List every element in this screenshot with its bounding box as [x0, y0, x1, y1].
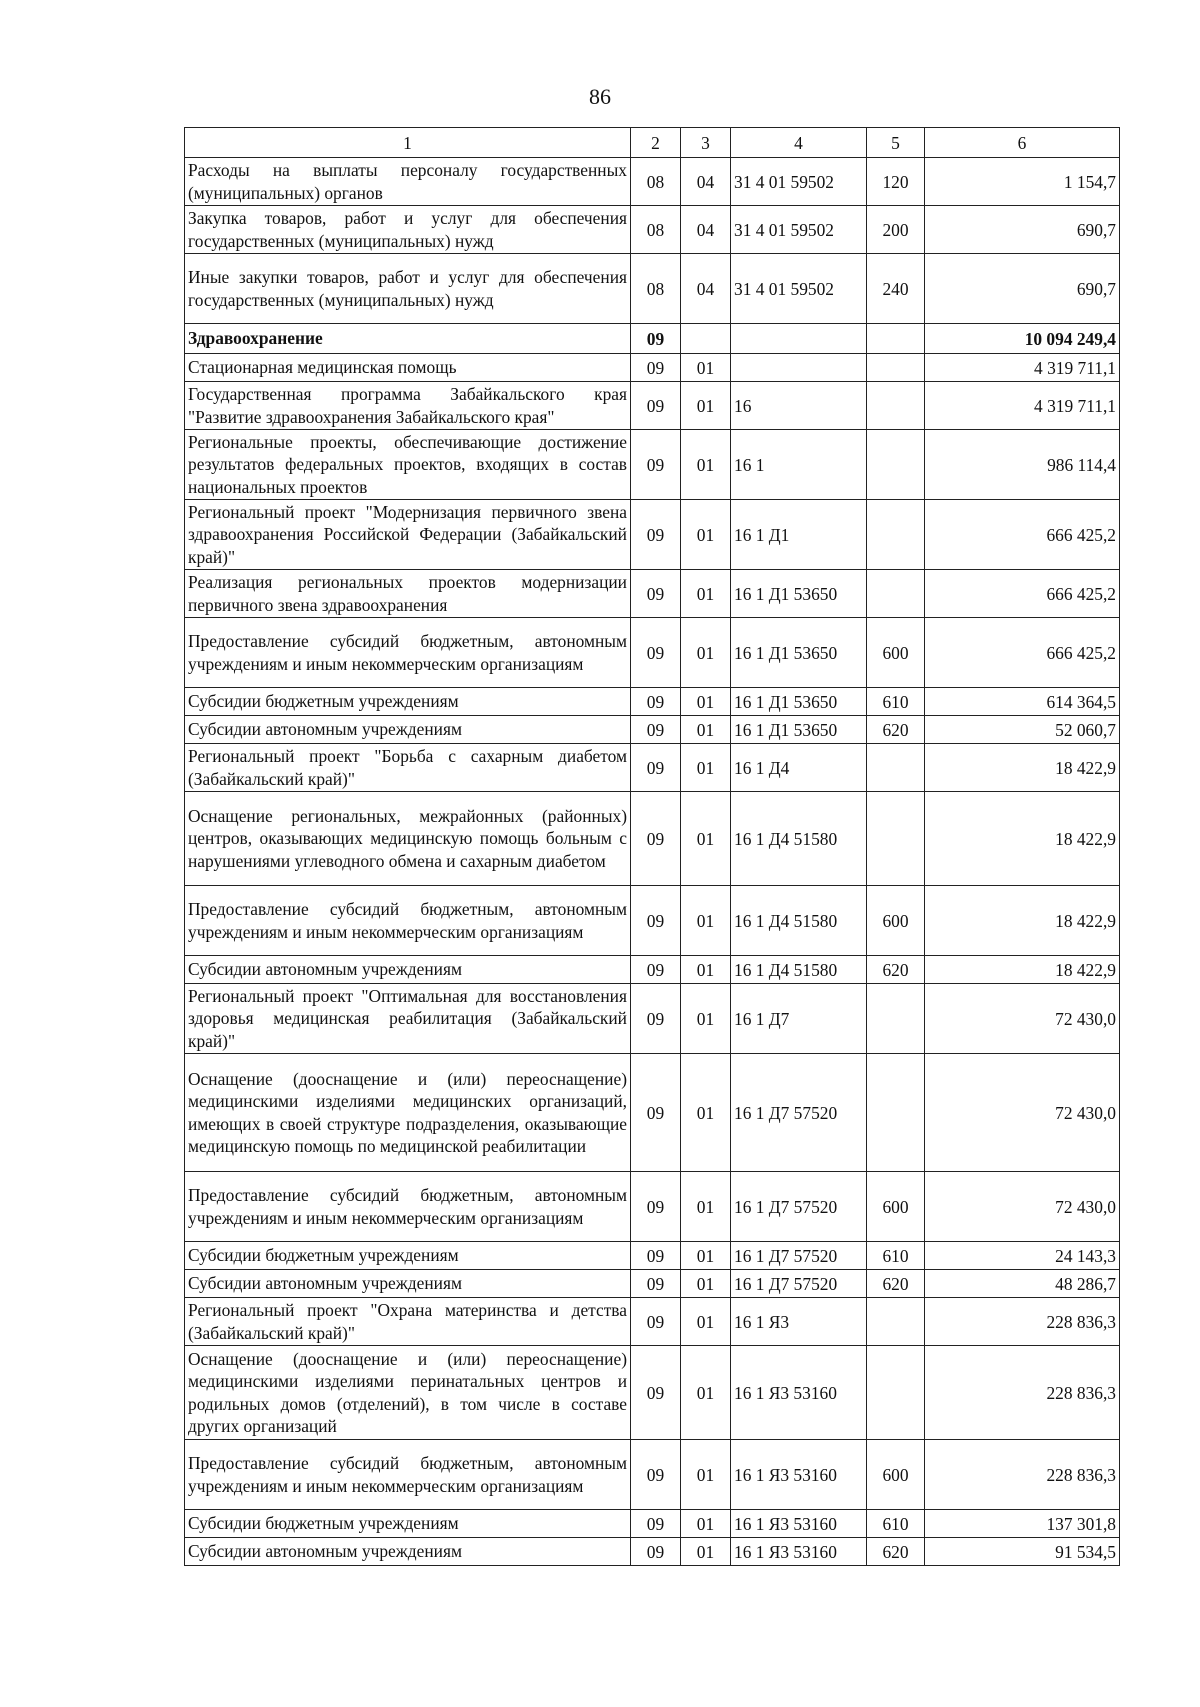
row-section-cell: 09 — [631, 1298, 681, 1346]
row-subsection-cell: 01 — [681, 956, 731, 984]
table-row — [185, 1440, 1120, 1510]
row-target-article-cell: 16 1 Д1 — [731, 500, 867, 570]
row-name-cell: Предоставление субсидий бюджетным, автономным учреждениям и иным некоммерческим организациям — [185, 1172, 631, 1242]
row-section-cell: 09 — [631, 984, 681, 1054]
header-col-4: 4 — [731, 128, 867, 158]
table-row — [185, 158, 1120, 206]
row-name-cell: Субсидии бюджетным учреждениям — [185, 688, 631, 716]
row-target-article-cell — [731, 324, 867, 354]
row-amount-cell: 18 422,9 — [925, 886, 1120, 956]
row-expense-type-cell: 620 — [867, 1270, 925, 1298]
row-amount-cell: 228 836,3 — [925, 1440, 1120, 1510]
row-name-cell: Иные закупки товаров, работ и услуг для обеспечения государственных (муниципальных) нужд — [185, 254, 631, 324]
table-row — [185, 1298, 1120, 1346]
row-subsection-cell: 01 — [681, 716, 731, 744]
row-target-article-cell: 16 1 Д1 53650 — [731, 618, 867, 688]
row-name-cell: Предоставление субсидий бюджетным, автономным учреждениям и иным некоммерческим организациям — [185, 618, 631, 688]
row-amount-cell: 4 319 711,1 — [925, 382, 1120, 430]
row-subsection-cell: 04 — [681, 158, 731, 206]
row-section-cell: 09 — [631, 716, 681, 744]
row-target-article-cell: 16 1 Д4 — [731, 744, 867, 792]
row-subsection-cell: 01 — [681, 1270, 731, 1298]
row-section-cell: 08 — [631, 206, 681, 254]
table-row — [185, 1172, 1120, 1242]
row-subsection-cell: 01 — [681, 1242, 731, 1270]
table-row — [185, 570, 1120, 618]
row-subsection-cell: 01 — [681, 792, 731, 886]
row-amount-cell: 666 425,2 — [925, 570, 1120, 618]
row-amount-cell: 4 319 711,1 — [925, 354, 1120, 382]
row-name-cell: Реализация региональных проектов модернизации первичного звена здравоохранения — [185, 570, 631, 618]
row-amount-cell: 666 425,2 — [925, 618, 1120, 688]
row-section-cell: 08 — [631, 158, 681, 206]
row-amount-cell: 52 060,7 — [925, 716, 1120, 744]
row-target-article-cell: 31 4 01 59502 — [731, 254, 867, 324]
table-row — [185, 792, 1120, 886]
table-row — [185, 1510, 1120, 1538]
row-target-article-cell: 31 4 01 59502 — [731, 206, 867, 254]
row-target-article-cell: 16 1 Д1 53650 — [731, 716, 867, 744]
row-subsection-cell: 01 — [681, 1054, 731, 1172]
row-expense-type-cell: 610 — [867, 1510, 925, 1538]
row-expense-type-cell: 610 — [867, 1242, 925, 1270]
header-col-6: 6 — [925, 128, 1120, 158]
row-section-cell: 09 — [631, 1172, 681, 1242]
header-col-1: 1 — [185, 128, 631, 158]
row-amount-cell: 614 364,5 — [925, 688, 1120, 716]
header-col-5: 5 — [867, 128, 925, 158]
table-row — [185, 354, 1120, 382]
row-name-cell: Субсидии бюджетным учреждениям — [185, 1510, 631, 1538]
row-name-cell: Оснащение (дооснащение и (или) переоснащение) медицинскими изделиями медицинских организаций, имеющих в своей структуре подразделения, оказывающие медицинскую помощь по медицинской реабилитации — [185, 1054, 631, 1172]
row-subsection-cell: 01 — [681, 984, 731, 1054]
row-subsection-cell — [681, 324, 731, 354]
row-target-article-cell — [731, 354, 867, 382]
row-amount-cell: 91 534,5 — [925, 1538, 1120, 1566]
row-expense-type-cell: 600 — [867, 618, 925, 688]
row-target-article-cell: 16 1 Д7 57520 — [731, 1172, 867, 1242]
row-expense-type-cell: 600 — [867, 1440, 925, 1510]
row-expense-type-cell — [867, 382, 925, 430]
row-amount-cell: 72 430,0 — [925, 1054, 1120, 1172]
row-section-cell: 09 — [631, 744, 681, 792]
row-target-article-cell: 16 — [731, 382, 867, 430]
row-target-article-cell: 16 1 Д7 57520 — [731, 1054, 867, 1172]
header-row — [185, 128, 1120, 158]
row-name-cell: Субсидии бюджетным учреждениям — [185, 1242, 631, 1270]
table-row — [185, 1538, 1120, 1566]
table-row — [185, 254, 1120, 324]
row-expense-type-cell — [867, 744, 925, 792]
row-target-article-cell: 16 1 Д1 53650 — [731, 570, 867, 618]
row-expense-type-cell — [867, 984, 925, 1054]
row-section-cell: 09 — [631, 1440, 681, 1510]
row-section-cell: 08 — [631, 254, 681, 324]
table-row — [185, 1054, 1120, 1172]
row-target-article-cell: 16 1 — [731, 430, 867, 500]
row-name-cell: Субсидии автономным учреждениям — [185, 1270, 631, 1298]
row-amount-cell: 72 430,0 — [925, 1172, 1120, 1242]
row-target-article-cell: 16 1 Я3 53160 — [731, 1538, 867, 1566]
row-target-article-cell: 31 4 01 59502 — [731, 158, 867, 206]
row-amount-cell: 18 422,9 — [925, 956, 1120, 984]
row-amount-cell: 48 286,7 — [925, 1270, 1120, 1298]
row-section-cell: 09 — [631, 324, 681, 354]
row-section-cell: 09 — [631, 688, 681, 716]
row-subsection-cell: 01 — [681, 744, 731, 792]
table-row — [185, 956, 1120, 984]
row-target-article-cell: 16 1 Я3 — [731, 1298, 867, 1346]
row-amount-cell: 10 094 249,4 — [925, 324, 1120, 354]
row-section-cell: 09 — [631, 1510, 681, 1538]
row-subsection-cell: 01 — [681, 1510, 731, 1538]
budget-table — [184, 127, 1120, 1566]
table-row — [185, 430, 1120, 500]
row-name-cell: Субсидии автономным учреждениям — [185, 716, 631, 744]
row-name-cell: Закупка товаров, работ и услуг для обеспечения государственных (муниципальных) нужд — [185, 206, 631, 254]
row-name-cell: Предоставление субсидий бюджетным, автономным учреждениям и иным некоммерческим организациям — [185, 886, 631, 956]
row-name-cell: Региональный проект "Борьба с сахарным диабетом (Забайкальский край)" — [185, 744, 631, 792]
row-section-cell: 09 — [631, 570, 681, 618]
row-expense-type-cell: 610 — [867, 688, 925, 716]
row-name-cell: Государственная программа Забайкальского края "Развитие здравоохранения Забайкальского края" — [185, 382, 631, 430]
row-expense-type-cell — [867, 354, 925, 382]
row-subsection-cell: 04 — [681, 254, 731, 324]
table-row — [185, 984, 1120, 1054]
row-expense-type-cell — [867, 1346, 925, 1440]
row-subsection-cell: 01 — [681, 1172, 731, 1242]
row-subsection-cell: 04 — [681, 206, 731, 254]
table-body — [185, 158, 1120, 1566]
row-amount-cell: 666 425,2 — [925, 500, 1120, 570]
table-row — [185, 688, 1120, 716]
row-target-article-cell: 16 1 Д7 57520 — [731, 1270, 867, 1298]
row-amount-cell: 1 154,7 — [925, 158, 1120, 206]
row-name-cell: Стационарная медицинская помощь — [185, 354, 631, 382]
table-row — [185, 1346, 1120, 1440]
row-section-cell: 09 — [631, 792, 681, 886]
row-name-cell: Оснащение региональных, межрайонных (районных) центров, оказывающих медицинскую помощь больным с нарушениями углеводного обмена и сахарным диабетом — [185, 792, 631, 886]
row-subsection-cell: 01 — [681, 886, 731, 956]
row-section-cell: 09 — [631, 1538, 681, 1566]
row-name-cell: Здравоохранение — [185, 324, 631, 354]
row-target-article-cell: 16 1 Д7 57520 — [731, 1242, 867, 1270]
row-name-cell: Субсидии автономным учреждениям — [185, 1538, 631, 1566]
row-section-cell: 09 — [631, 1242, 681, 1270]
header-col-3: 3 — [681, 128, 731, 158]
row-target-article-cell: 16 1 Д4 51580 — [731, 886, 867, 956]
table-row — [185, 1270, 1120, 1298]
row-amount-cell: 18 422,9 — [925, 744, 1120, 792]
row-expense-type-cell: 240 — [867, 254, 925, 324]
row-amount-cell: 690,7 — [925, 206, 1120, 254]
row-expense-type-cell: 620 — [867, 956, 925, 984]
row-amount-cell: 986 114,4 — [925, 430, 1120, 500]
row-expense-type-cell — [867, 792, 925, 886]
row-section-cell: 09 — [631, 382, 681, 430]
table-row — [185, 716, 1120, 744]
row-subsection-cell: 01 — [681, 688, 731, 716]
row-section-cell: 09 — [631, 430, 681, 500]
row-section-cell: 09 — [631, 886, 681, 956]
row-amount-cell: 18 422,9 — [925, 792, 1120, 886]
row-target-article-cell: 16 1 Д1 53650 — [731, 688, 867, 716]
row-expense-type-cell: 600 — [867, 1172, 925, 1242]
page-number: 86 — [589, 84, 611, 109]
row-section-cell: 09 — [631, 1270, 681, 1298]
row-expense-type-cell — [867, 500, 925, 570]
row-amount-cell: 228 836,3 — [925, 1346, 1120, 1440]
row-section-cell: 09 — [631, 1346, 681, 1440]
row-section-cell: 09 — [631, 618, 681, 688]
row-target-article-cell: 16 1 Д7 — [731, 984, 867, 1054]
row-expense-type-cell: 120 — [867, 158, 925, 206]
table-row — [185, 500, 1120, 570]
table-row — [185, 382, 1120, 430]
row-name-cell: Региональный проект "Модернизация первичного звена здравоохранения Российской Федерации (Забайкальский край)" — [185, 500, 631, 570]
table-row — [185, 744, 1120, 792]
row-expense-type-cell — [867, 570, 925, 618]
row-subsection-cell: 01 — [681, 430, 731, 500]
row-target-article-cell: 16 1 Д4 51580 — [731, 956, 867, 984]
row-subsection-cell: 01 — [681, 1440, 731, 1510]
row-subsection-cell: 01 — [681, 1538, 731, 1566]
row-section-cell: 09 — [631, 500, 681, 570]
row-section-cell: 09 — [631, 956, 681, 984]
row-expense-type-cell — [867, 324, 925, 354]
row-target-article-cell: 16 1 Я3 53160 — [731, 1440, 867, 1510]
row-amount-cell: 228 836,3 — [925, 1298, 1120, 1346]
table-row — [185, 324, 1120, 354]
row-amount-cell: 137 301,8 — [925, 1510, 1120, 1538]
row-expense-type-cell — [867, 430, 925, 500]
row-name-cell: Региональные проекты, обеспечивающие достижение результатов федеральных проектов, входящих в состав национальных проектов — [185, 430, 631, 500]
row-subsection-cell: 01 — [681, 354, 731, 382]
row-subsection-cell: 01 — [681, 570, 731, 618]
table-row — [185, 206, 1120, 254]
table-row — [185, 1242, 1120, 1270]
row-name-cell: Региональный проект "Оптимальная для восстановления здоровья медицинская реабилитация (Забайкальский край)" — [185, 984, 631, 1054]
row-expense-type-cell — [867, 1054, 925, 1172]
row-target-article-cell: 16 1 Я3 53160 — [731, 1510, 867, 1538]
row-name-cell: Субсидии автономным учреждениям — [185, 956, 631, 984]
row-subsection-cell: 01 — [681, 618, 731, 688]
row-expense-type-cell: 600 — [867, 886, 925, 956]
table-row — [185, 618, 1120, 688]
row-expense-type-cell: 200 — [867, 206, 925, 254]
row-name-cell: Предоставление субсидий бюджетным, автономным учреждениям и иным некоммерческим организациям — [185, 1440, 631, 1510]
row-section-cell: 09 — [631, 1054, 681, 1172]
row-name-cell: Расходы на выплаты персоналу государственных (муниципальных) органов — [185, 158, 631, 206]
table-row — [185, 886, 1120, 956]
row-name-cell: Региональный проект "Охрана материнства и детства (Забайкальский край)" — [185, 1298, 631, 1346]
row-amount-cell: 72 430,0 — [925, 984, 1120, 1054]
header-col-2: 2 — [631, 128, 681, 158]
row-subsection-cell: 01 — [681, 382, 731, 430]
row-target-article-cell: 16 1 Я3 53160 — [731, 1346, 867, 1440]
row-name-cell: Оснащение (дооснащение и (или) переоснащение) медицинскими изделиями перинатальных центров и родильных домов (отделений), в том числе в составе других организаций — [185, 1346, 631, 1440]
row-subsection-cell: 01 — [681, 1298, 731, 1346]
row-expense-type-cell: 620 — [867, 716, 925, 744]
row-subsection-cell: 01 — [681, 500, 731, 570]
row-expense-type-cell — [867, 1298, 925, 1346]
row-amount-cell: 24 143,3 — [925, 1242, 1120, 1270]
row-section-cell: 09 — [631, 354, 681, 382]
row-amount-cell: 690,7 — [925, 254, 1120, 324]
row-subsection-cell: 01 — [681, 1346, 731, 1440]
row-target-article-cell: 16 1 Д4 51580 — [731, 792, 867, 886]
row-expense-type-cell: 620 — [867, 1538, 925, 1566]
